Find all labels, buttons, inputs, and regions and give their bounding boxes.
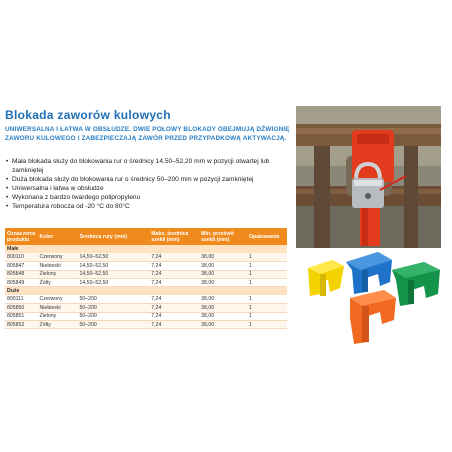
valve-lockout-photo bbox=[296, 106, 441, 248]
table-row bbox=[5, 295, 287, 303]
table-cell: 38,00 bbox=[199, 295, 247, 303]
table-cell: 38,00 bbox=[199, 321, 247, 329]
column-header: Średnica rury (mm) bbox=[77, 228, 149, 245]
column-header: Maks. średnica szekli (mm) bbox=[149, 228, 199, 245]
table-cell: 800110 bbox=[5, 253, 38, 261]
table-cell: 1 bbox=[247, 312, 287, 320]
table-cell: 1 bbox=[247, 279, 287, 287]
table-cell: 805852 bbox=[5, 321, 38, 329]
table-cell: 7,24 bbox=[149, 295, 199, 303]
table-cell: 7,24 bbox=[149, 321, 199, 329]
table-cell: 50–200 bbox=[77, 304, 149, 312]
table-cell: Niebieski bbox=[38, 304, 78, 312]
table-cell: 7,24 bbox=[149, 253, 199, 261]
table-row bbox=[5, 304, 287, 312]
table-cell: 805848 bbox=[5, 270, 38, 278]
group-label: Małe bbox=[5, 245, 287, 253]
table-row bbox=[5, 312, 287, 320]
orange-lockout-icon bbox=[350, 290, 396, 344]
table-cell: 1 bbox=[247, 321, 287, 329]
table-cell: 1 bbox=[247, 304, 287, 312]
table-cell: 805849 bbox=[5, 279, 38, 287]
table-cell: 14,50–52,50 bbox=[77, 253, 149, 261]
table-cell: Zielony bbox=[38, 312, 78, 320]
table-cell: 38,00 bbox=[199, 262, 247, 270]
feature-item: • Mała blokada służy do blokowania rur o średnicy 14,50–52,20 mm w pozycji otwartej lub zamkniętej bbox=[6, 157, 292, 175]
table-cell: 50–200 bbox=[77, 312, 149, 320]
table-cell: 805850 bbox=[5, 304, 38, 312]
table-cell: 7,24 bbox=[149, 262, 199, 270]
table-row bbox=[5, 253, 287, 261]
table-cell: 7,24 bbox=[149, 312, 199, 320]
group-label: Duże bbox=[5, 287, 287, 295]
table-cell: 38,00 bbox=[199, 270, 247, 278]
table-cell: Niebieski bbox=[38, 262, 78, 270]
table-cell: 805851 bbox=[5, 312, 38, 320]
table-cell: 7,24 bbox=[149, 304, 199, 312]
feature-list bbox=[6, 157, 292, 211]
table-cell: 1 bbox=[247, 253, 287, 261]
table-cell: 805847 bbox=[5, 262, 38, 270]
table-cell: 1 bbox=[247, 295, 287, 303]
feature-item: • Uniwersalna i łatwa w obsłudze bbox=[6, 184, 292, 193]
table-cell: 50–200 bbox=[77, 295, 149, 303]
column-header: Min. prześwit szekli (mm) bbox=[199, 228, 247, 245]
table-row bbox=[5, 321, 287, 329]
table-cell: 50–200 bbox=[77, 321, 149, 329]
table-cell: Czerwony bbox=[38, 253, 78, 261]
table-cell: 1 bbox=[247, 270, 287, 278]
feature-item: • Duża blokada służy do blokowania rur o średnicy 50–200 mm w pozycji zamkniętej bbox=[6, 175, 292, 184]
table-cell: 38,00 bbox=[199, 279, 247, 287]
table-group-row bbox=[5, 245, 287, 253]
table-cell: 38,00 bbox=[199, 312, 247, 320]
column-header: Oznaczenie produktu bbox=[5, 228, 38, 245]
page-subtitle: UNIWERSALNA I ŁATWA W OBSŁUDZE. DWIE POŁOWY BLOKADY OBEJMUJĄ DŹWIGNIĘ ZAWORU KULOWEGO I ZABEZPIECZAJĄ ZAWÓR PRZED PRZYPADKOWĄ AKTYWACJĄ. bbox=[5, 126, 290, 142]
table-cell: 800111 bbox=[5, 295, 38, 303]
table-cell: 1 bbox=[247, 262, 287, 270]
column-header: Kolor bbox=[38, 228, 78, 245]
product-table bbox=[5, 228, 287, 329]
table-row bbox=[5, 279, 287, 287]
table-cell: 14,50–52,50 bbox=[77, 270, 149, 278]
blue-lockout-icon bbox=[346, 252, 392, 294]
table-header-row bbox=[5, 228, 287, 245]
table-cell: Żółty bbox=[38, 321, 78, 329]
table-group-row bbox=[5, 287, 287, 295]
table-row bbox=[5, 270, 287, 278]
green-lockout-icon bbox=[392, 262, 440, 306]
table-cell: 7,24 bbox=[149, 279, 199, 287]
product-variants-image bbox=[300, 248, 445, 348]
page-title: Blokada zaworów kulowych bbox=[5, 108, 171, 122]
table-cell: Czerwony bbox=[38, 295, 78, 303]
column-header: Opakowanie bbox=[247, 228, 287, 245]
table-row bbox=[5, 262, 287, 270]
yellow-lockout-icon bbox=[308, 260, 344, 296]
feature-item: • Temperatura robocza od -20 °C do 80°C bbox=[6, 202, 292, 211]
table-cell: 14,50–52,50 bbox=[77, 262, 149, 270]
table-cell: Żółty bbox=[38, 279, 78, 287]
feature-item: • Wykonana z bardzo twardego polipropylenu bbox=[6, 193, 292, 202]
table-cell: 7,24 bbox=[149, 270, 199, 278]
table-cell: 38,00 bbox=[199, 304, 247, 312]
table-cell: Zielony bbox=[38, 270, 78, 278]
table-cell: 38,00 bbox=[199, 253, 247, 261]
table-body bbox=[5, 245, 287, 329]
table-cell: 14,50–52,50 bbox=[77, 279, 149, 287]
